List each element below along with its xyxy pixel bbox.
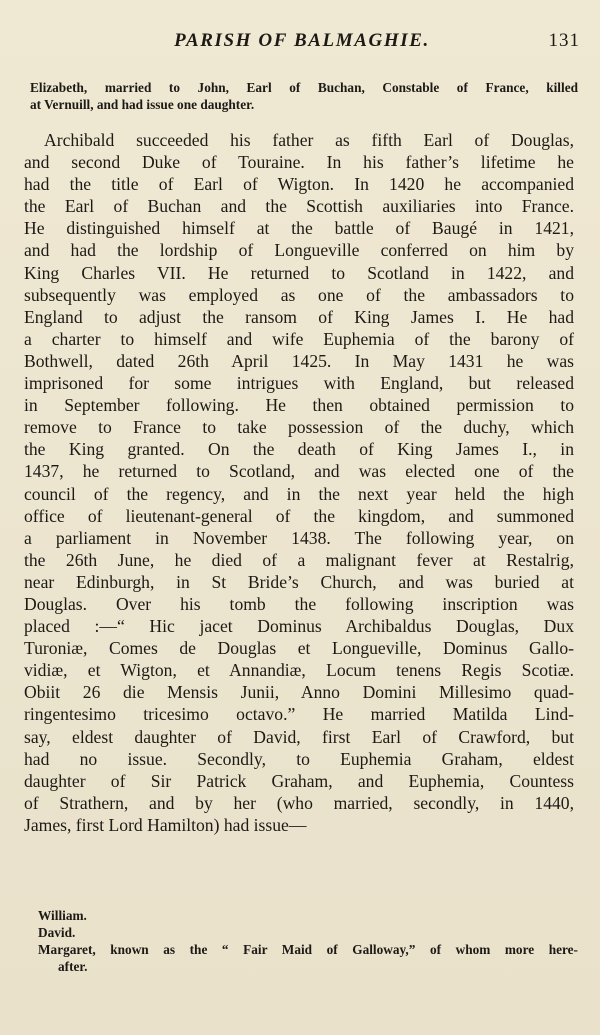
paragraph-line: and second Duke of Touraine. In his father’s lifetime he	[24, 152, 574, 173]
paragraph-line: had no issue. Secondly, to Euphemia Graham, eldest	[24, 748, 574, 769]
paragraph-line: King Charles VII. He returned to Scotland in 1422, and	[24, 262, 574, 283]
footnote-elizabeth	[30, 79, 578, 113]
issue-item: Margaret, known as the “ Fair Maid of Galloway,” of whom more here-	[38, 942, 578, 957]
paragraph-line: the 26th June, he died of a malignant fever at Restalrig,	[24, 549, 574, 570]
paragraph-line: ringentesimo tricesimo octavo.” He married Matilda Lind-	[24, 704, 574, 725]
paragraph-line: imprisoned for some intrigues with England, but released	[24, 373, 574, 394]
paragraph-line: vidiæ, et Wigton, et Annandiæ, Locum tenens Regis Scotiæ.	[24, 660, 574, 681]
paragraph-line: remove to France to take possession of the duchy, which	[24, 417, 574, 438]
page-number: 131	[548, 30, 580, 51]
paragraph-line: He distinguished himself at the battle of Baugé in 1421,	[24, 218, 574, 239]
paragraph-line: Archibald succeeded his father as fifth Earl of Douglas,	[44, 130, 574, 150]
paragraph-line: James, first Lord Hamilton) had issue—	[24, 814, 307, 835]
paragraph-line: council of the regency, and in the next year held the high	[24, 483, 574, 504]
paragraph-line: office of lieutenant-general of the kingdom, and summoned	[24, 505, 574, 526]
paragraph-line: the King granted. On the death of King James I., in	[24, 439, 574, 460]
paragraph-line: and had the lordship of Longueville conferred on him by	[24, 240, 574, 261]
note-line: Elizabeth, married to John, Earl of Buchan, Constable of France, killed	[30, 80, 578, 95]
paragraph-line: placed :—“ Hic jacet Dominus Archibaldus Douglas, Dux	[24, 616, 574, 637]
paragraph-line: in September following. He then obtained permission to	[24, 395, 574, 416]
running-header	[24, 30, 580, 60]
issue-item: David.	[38, 925, 76, 940]
paragraph-line: had the title of Earl of Wigton. In 1420 he accompanied	[24, 174, 574, 195]
paragraph-line: Bothwell, dated 26th April 1425. In May 1431 he was	[24, 350, 574, 371]
paragraph-line: subsequently was employed as one of the ambassadors to	[24, 284, 574, 305]
paragraph-line: of Strathern, and by her (who married, secondly, in 1440,	[24, 792, 574, 813]
page-title: PARISH OF BALMAGHIE.	[174, 30, 430, 51]
issue-item-continuation: after.	[58, 959, 88, 974]
main-paragraph	[24, 129, 574, 836]
paragraph-line: Obiit 26 die Mensis Junii, Anno Domini Millesimo quad-	[24, 682, 574, 703]
paragraph-line: say, eldest daughter of David, first Earl of Crawford, but	[24, 726, 574, 747]
paragraph-line: England to adjust the ransom of King James I. He had	[24, 306, 574, 327]
paragraph-line: the Earl of Buchan and the Scottish auxiliaries into France.	[24, 196, 574, 217]
paragraph-line: daughter of Sir Patrick Graham, and Euphemia, Countess	[24, 770, 574, 791]
paragraph-line: a charter to himself and wife Euphemia of the barony of	[24, 328, 574, 349]
issue-item: William.	[38, 908, 87, 923]
paragraph-line: Douglas. Over his tomb the following inscription was	[24, 593, 574, 614]
paragraph-line: Turoniæ, Comes de Douglas et Longueville, Dominus Gallo-	[24, 638, 574, 659]
paragraph-line: near Edinburgh, in St Bride’s Church, and was buried at	[24, 571, 574, 592]
paragraph-line: 1437, he returned to Scotland, and was elected one of the	[24, 461, 574, 482]
paragraph-line: a parliament in November 1438. The following year, on	[24, 527, 574, 548]
note-line: at Vernuill, and had issue one daughter.	[30, 97, 255, 112]
issue-list	[38, 907, 578, 975]
